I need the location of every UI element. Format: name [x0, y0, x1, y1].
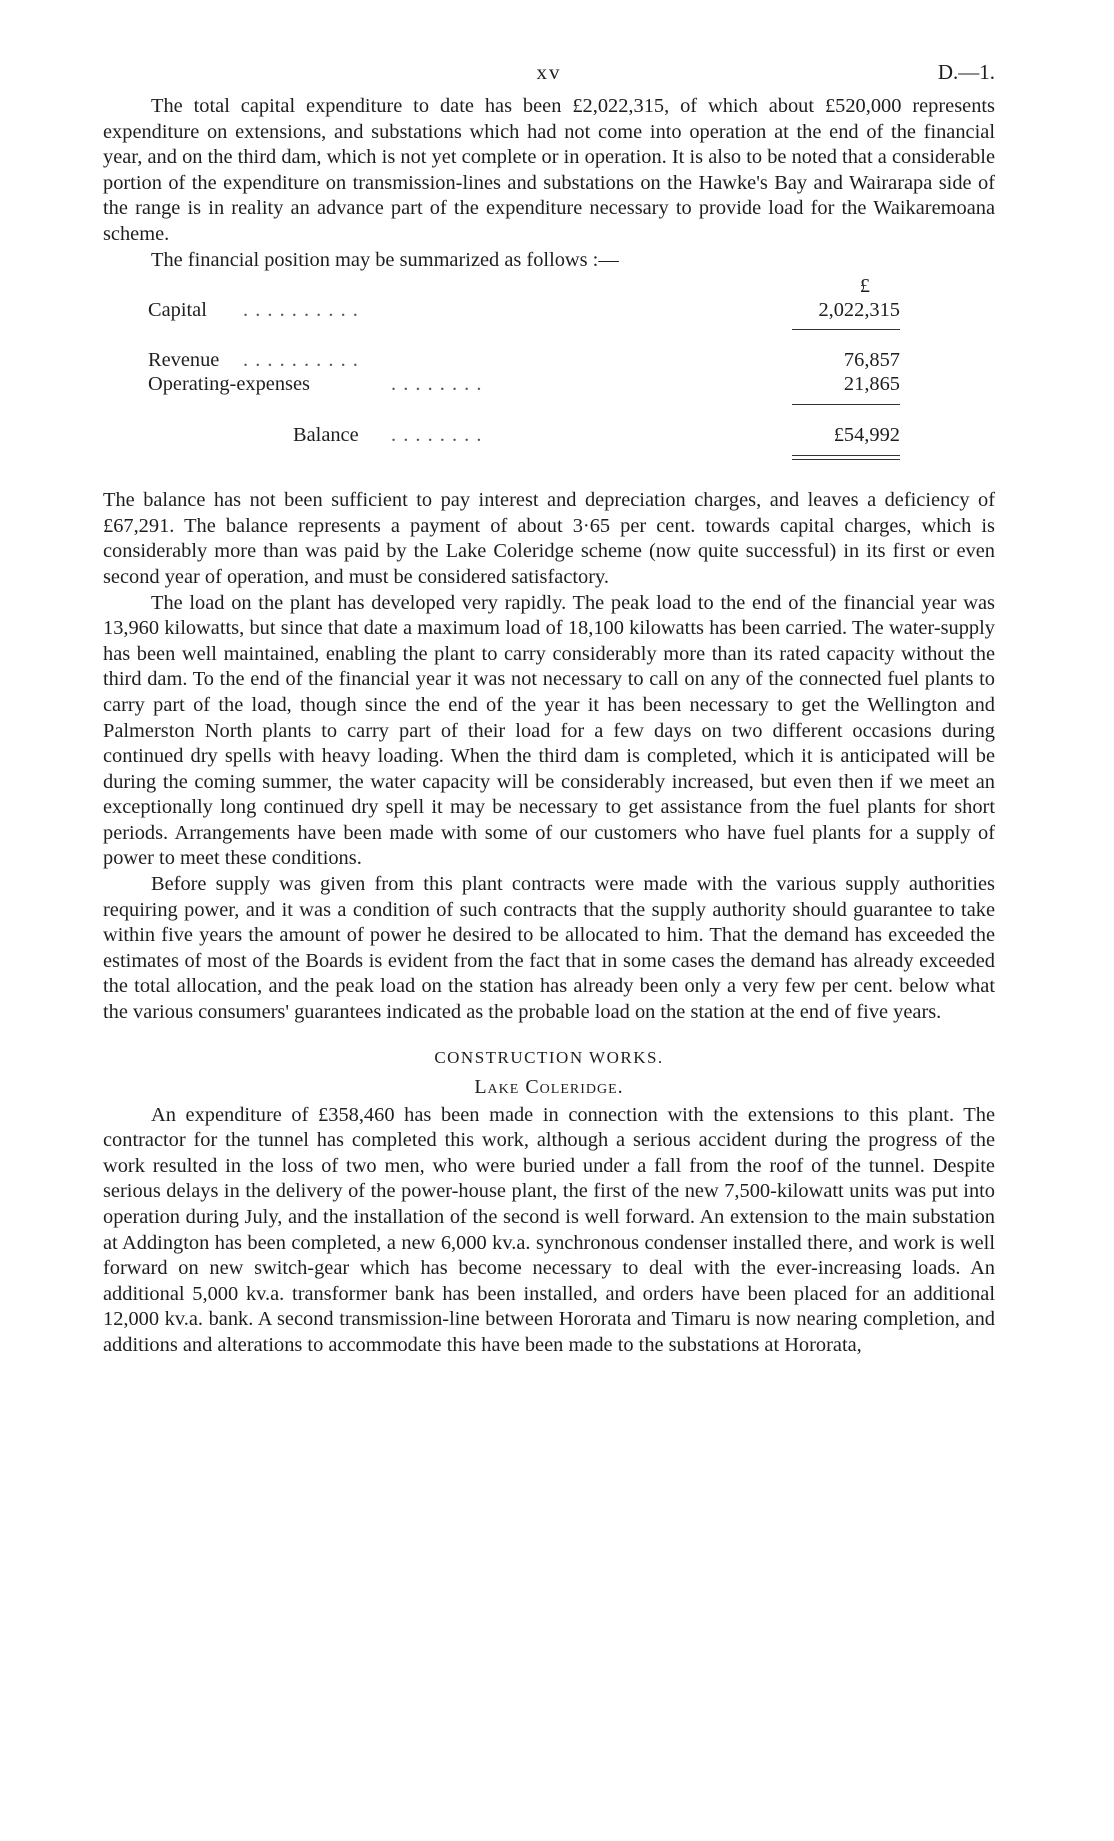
operating-expenses-row: [103, 371, 995, 397]
revenue-row: [103, 347, 995, 373]
revenue-value: 76,857: [843, 349, 900, 372]
capital-label: Capital: [148, 299, 207, 322]
paragraph-lake-coleridge-extensions: An expenditure of £358,460 has been made in connection with the extensions to this plant. The contractor for the tunnel has completed this work, although a serious accident during the progress of the work resulted in the loss of two men, who were buried under a fall from the roof of the tunnel. Despite serious delays in the delivery of the power-house plant, the first of the new 7,500-kilowatt units was put into operation during July, and the installation of the second is well forward. An extension to the main substation at Addington has been completed, a new 6,000 kv.a. synchronous condenser installed there, and work is well forward on new switch-gear which has become necessary to deal with the ever-increasing loads. An additional 5,000 kv.a. transformer bank has been installed, and orders have been placed for an additional 12,000 kv.a. bank. A second transmission-line between Hororata and Timaru is now nearing completion, and additions and alterations to accommodate this have been made to the substations at Hororata,: [103, 1103, 995, 1356]
paragraph-plant-load: The load on the plant has developed very rapidly. The peak load to the end of the financial year was 13,960 kilowatts, but since that date a maximum load of 18,100 kilowatts has been carried. The water-supply has been well maintained, enabling the plant to carry considerably more than its rated capacity without the third dam. To the end of the financial year it was not necessary to call on any of the connected fuel plants to carry part of the load, though since the end of the year it has been necessary to get the Wellington and Palmerston North plants to carry part of their load for a few days on two different occasions during continued dry spells with heavy loading. When the third dam is completed, which it is anticipated will be during the coming summer, the water capacity will be considerably increased, but even then if we meet an exceptionally long continued dry spell it may be necessary to get assistance from the fuel plants for short periods. Arrangements have been made with some of our customers who have fuel plants for a supply of power to meet these conditions.: [103, 591, 995, 870]
leader-dots: . . . . . . . . . .: [243, 349, 359, 372]
operating-expenses-label: Operating-expenses: [148, 373, 310, 396]
balance-value: £54,992: [833, 424, 900, 447]
paragraph-balance-deficiency: The balance has not been sufficient to pay interest and depreciation charges, and leaves a deficiency of £67,291. The balance represents a payment of about 3·65 per cent. towards capital charges, which is considerably more than was paid by the Lake Coleridge scheme (now quite successful) in its first or even second year of operation, and must be considered satisfactory.: [103, 489, 995, 588]
leader-dots: . . . . . . . .: [391, 373, 483, 396]
currency-heading-row: [103, 273, 995, 299]
leader-dots: . . . . . . . . . .: [243, 299, 359, 322]
capital-value: 2,022,315: [818, 299, 900, 322]
leader-dots: . . . . . . . .: [391, 424, 483, 447]
currency-heading: £: [859, 275, 870, 298]
balance-row: [103, 422, 995, 448]
subtotal-rule: [792, 404, 900, 405]
document-page: [103, 60, 995, 1359]
section-heading-construction-works: CONSTRUCTION WORKS.: [434, 1047, 664, 1067]
subsection-heading-lake-coleridge: Lake Coleridge.: [474, 1075, 624, 1098]
page-header: [103, 60, 995, 94]
revenue-label: Revenue: [148, 349, 220, 372]
capital-row: [103, 297, 995, 323]
balance-label: Balance: [293, 424, 359, 447]
paragraph-supply-contracts: Before supply was given from this plant contracts were made with the various supply authorities requiring power, and it was a condition of such contracts that the supply authority should guarantee to take within five years the amount of power he desired to be allocated to him. That the demand has exceeded the estimates of most of the Boards is evident from the fact that in some cases the demand has already exceeded the total allocation, and the peak load on the station has already been only a very few per cent. below what the various consumers' guarantees indicated as the probable load on the station at the end of five years.: [103, 873, 995, 1024]
total-rule: [792, 329, 900, 330]
paragraph-capital-expenditure: The total capital expenditure to date has been £2,022,315, of which about £520,000 represents expenditure on extensions, and substations which had not come into operation at the end of the financial year, and on the third dam, which is not yet complete or in operation. It is also to be noted that a considerable portion of the expenditure on transmission-lines and substations on the Hawke's Bay and Wairarapa side of the range is in reality an advance part of the expenditure necessary to provide load for the Waikaremoana scheme.: [103, 95, 995, 245]
page-number: xv: [536, 60, 562, 84]
document-reference: D.—1.: [937, 60, 995, 84]
double-rule-bottom: [792, 459, 900, 460]
financial-summary-table: [103, 273, 995, 488]
operating-expenses-value: 21,865: [843, 373, 900, 396]
paragraph-financial-intro: The financial position may be summarized as follows :—: [151, 248, 619, 271]
double-rule-top: [792, 455, 900, 456]
